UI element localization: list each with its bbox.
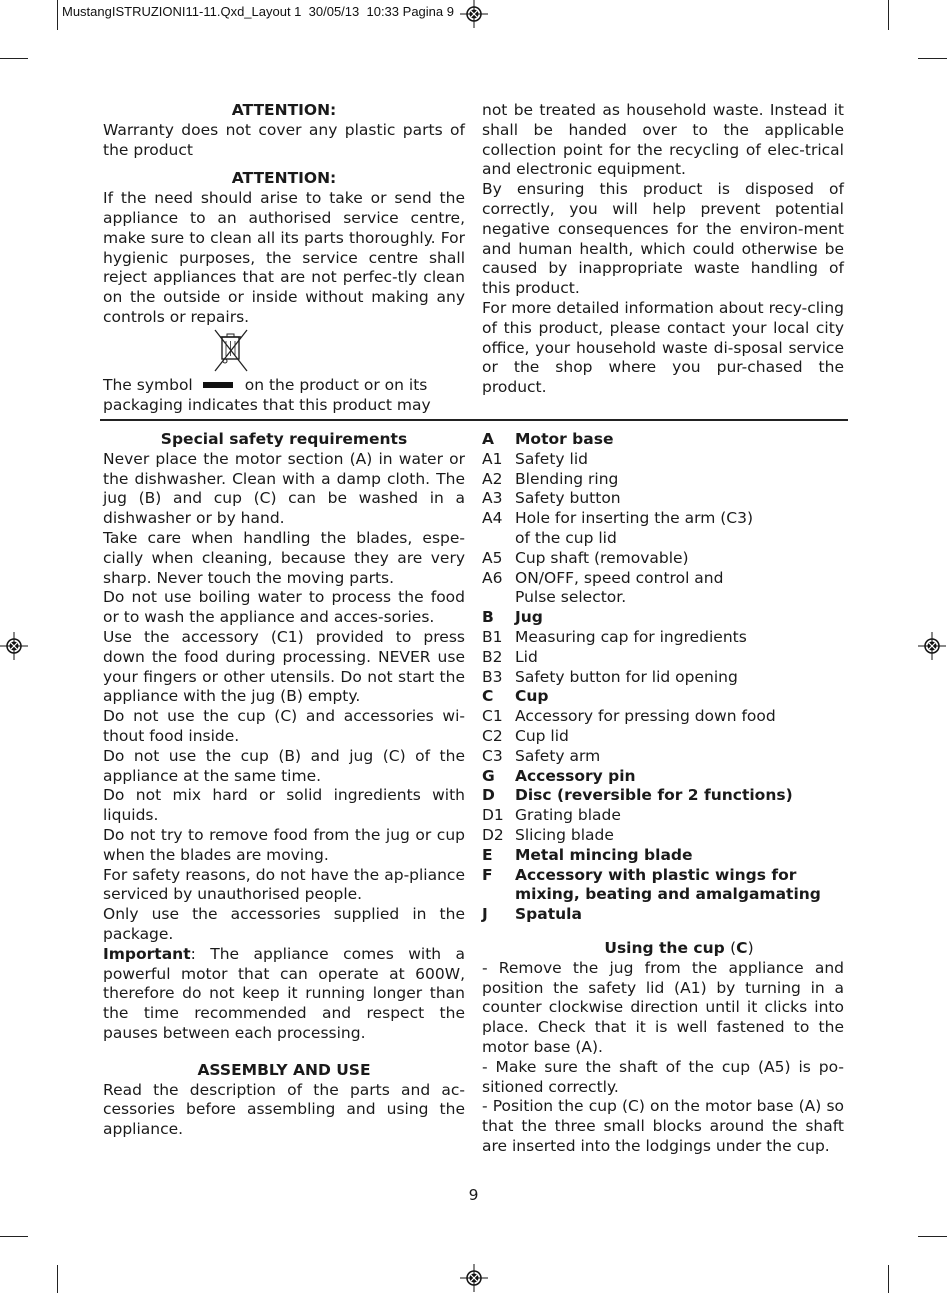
part-key: J bbox=[482, 905, 488, 924]
part-label-line: Measuring cap for ingredients bbox=[515, 627, 747, 646]
part-label bbox=[515, 608, 844, 628]
safety-paragraph: Do not use the cup (B) and jug (C) of the appliance at the same time. bbox=[103, 746, 465, 785]
part-label bbox=[515, 569, 844, 609]
part-label-line: Pulse selector. bbox=[515, 588, 627, 607]
part-label bbox=[515, 905, 844, 925]
part-label bbox=[515, 509, 844, 549]
environment-paragraph: By ensuring this product is disposed of correctly, you will help prevent potential negative consequences for the environ-ment and human health, which could otherwise be caused by inappropriate waste handling of this product. bbox=[482, 180, 844, 298]
part-key: A6 bbox=[482, 568, 503, 587]
cup-heading-close: ) bbox=[747, 938, 754, 957]
part-key: E bbox=[482, 845, 493, 864]
left-bottom-column bbox=[103, 430, 465, 1140]
part-label bbox=[515, 866, 844, 906]
recycling-info-paragraph: For more detailed information about recy-cling of this product, please contact your local city office, your household waste di-sposal service or the shop where you pur-chased the product. bbox=[482, 298, 844, 397]
part-label bbox=[515, 470, 844, 490]
part-label-line: Blending ring bbox=[515, 469, 619, 488]
part-label-line: Safety lid bbox=[515, 449, 588, 468]
part-label-line: Cup shaft (removable) bbox=[515, 548, 689, 567]
crop-mark bbox=[57, 1265, 58, 1293]
weee-bar-icon bbox=[203, 382, 233, 388]
part-label bbox=[515, 747, 844, 767]
part-label-line: Hole for inserting the arm (C3) bbox=[515, 509, 754, 528]
part-key: A5 bbox=[482, 548, 503, 567]
symbol-text-line2: packaging indicates that this product may bbox=[103, 395, 431, 414]
part-label bbox=[515, 846, 844, 866]
disposal-paragraph: not be treated as household waste. Instead it shall be handed over to the applicable collection point for the recycling of elec-trical and electronic equipment. bbox=[482, 101, 844, 179]
part-label-line: Motor base bbox=[515, 430, 614, 448]
part-label bbox=[515, 450, 844, 470]
part-key: A4 bbox=[482, 509, 503, 528]
part-label-line: Jug bbox=[515, 608, 543, 627]
attention-heading: ATTENTION: bbox=[231, 169, 337, 188]
part-key: A3 bbox=[482, 489, 503, 508]
important-label: Important bbox=[103, 944, 191, 963]
crossed-out-wheelie-bin-icon bbox=[213, 329, 249, 373]
part-key: C1 bbox=[482, 707, 503, 726]
part-label-line: Accessory for pressing down food bbox=[515, 707, 776, 726]
cup-step: - Remove the jug from the appliance and position the safety lid (A1) by turning in a counter clockwise direction until it clicks into place. Check that it is well fastened to the motor base (A). bbox=[482, 958, 844, 1056]
safety-paragraph: Never place the motor section (A) in water or the dishwasher. Clean with a damp cloth. The jug (B) and cup (C) can be washed in a dishwasher or by hand. bbox=[103, 449, 465, 528]
part-label-line: Accessory pin bbox=[515, 766, 636, 785]
part-label bbox=[515, 430, 844, 450]
safety-heading: Special safety requirements bbox=[160, 430, 408, 448]
part-label bbox=[515, 687, 844, 707]
part-label-line: of the cup lid bbox=[515, 528, 617, 547]
part-key: B bbox=[482, 608, 494, 627]
part-key: B1 bbox=[482, 627, 503, 646]
part-label-line: mixing, beating and amalgamating bbox=[515, 885, 821, 904]
crop-mark bbox=[888, 1265, 889, 1293]
safety-paragraph: Do not mix hard or solid ingredients with liquids. bbox=[103, 786, 465, 825]
part-label-line: Safety arm bbox=[515, 746, 601, 765]
symbol-text-after: on the product or on its bbox=[244, 375, 428, 394]
registration-mark-icon bbox=[0, 632, 28, 660]
cup-heading-key: C bbox=[736, 938, 748, 957]
part-label bbox=[515, 826, 844, 846]
part-label bbox=[515, 648, 844, 668]
slug-time: 10:33 bbox=[366, 4, 400, 19]
page-number: 9 bbox=[468, 1186, 479, 1204]
part-key: A bbox=[482, 430, 494, 448]
crop-mark bbox=[57, 0, 58, 30]
important-text: : The appliance comes with a powerful motor that can operate at 600W, therefore do not keep it running longer than the time recommended and respect the pauses between each processing. bbox=[103, 944, 465, 1042]
part-label-line: Metal mincing blade bbox=[515, 845, 693, 864]
crop-mark bbox=[888, 0, 889, 30]
safety-paragraph: Use the accessory (C1) provided to press down the food during processing. NEVER use your fingers or other utensils. Do not start the appliance with the jug (B) empty. bbox=[103, 627, 465, 706]
part-label-line: Lid bbox=[515, 647, 538, 666]
part-label-line: Grating blade bbox=[515, 806, 621, 825]
part-label bbox=[515, 628, 844, 648]
part-label-line: Slicing blade bbox=[515, 825, 614, 844]
parts-list bbox=[482, 430, 844, 925]
registration-mark-icon bbox=[460, 1264, 488, 1292]
crop-mark bbox=[918, 58, 947, 59]
warranty-paragraph: Warranty does not cover any plastic parts of the product bbox=[103, 120, 465, 159]
part-label-line: Spatula bbox=[515, 905, 582, 924]
part-key: F bbox=[482, 865, 493, 884]
part-label-line: Cup lid bbox=[515, 726, 569, 745]
part-label bbox=[515, 549, 844, 569]
crop-mark bbox=[0, 1236, 28, 1237]
part-label-line: Accessory with plastic wings for bbox=[515, 865, 797, 884]
part-key: C3 bbox=[482, 746, 503, 765]
part-label-line: Disc (reversible for 2 functions) bbox=[515, 786, 793, 805]
part-key: D bbox=[482, 786, 495, 805]
part-label-line: Safety button bbox=[515, 489, 621, 508]
part-key: G bbox=[482, 766, 495, 785]
part-label bbox=[515, 767, 844, 787]
symbol-text-before: The symbol bbox=[103, 375, 193, 394]
cup-step: - Position the cup (C) on the motor base (A) so that the three small blocks around the shaft are inserted into the lodgings under the cup. bbox=[482, 1097, 844, 1155]
slug-page: Pagina 9 bbox=[402, 4, 454, 19]
cup-heading-text: Using the cup bbox=[604, 938, 725, 957]
safety-paragraph: Do not use the cup (C) and accessories wi-thout food inside. bbox=[103, 707, 465, 745]
part-key: D2 bbox=[482, 825, 504, 844]
safety-paragraph: Take care when handling the blades, espe-cially when cleaning, because they are very sharp. Never touch the moving parts. bbox=[103, 528, 465, 587]
slug-file: MustangISTRUZIONI11-11.Qxd_Layout 1 bbox=[62, 4, 302, 19]
part-label-line: Cup bbox=[515, 687, 549, 706]
print-slug bbox=[62, 4, 454, 19]
part-key: C bbox=[482, 687, 494, 706]
part-label-line: Safety button for lid opening bbox=[515, 667, 738, 686]
part-key: A2 bbox=[482, 469, 503, 488]
important-paragraph bbox=[103, 945, 465, 1044]
slug-date: 30/05/13 bbox=[308, 4, 360, 19]
part-key: B2 bbox=[482, 647, 503, 666]
part-label bbox=[515, 489, 844, 509]
assembly-heading: ASSEMBLY AND USE bbox=[197, 1060, 371, 1079]
safety-paragraph: Only use the accessories supplied in the package. bbox=[103, 905, 465, 943]
cup-step: - Make sure the shaft of the cup (A5) is po-sitioned correctly. bbox=[482, 1057, 844, 1096]
part-key: B3 bbox=[482, 667, 503, 686]
safety-paragraph: For safety reasons, do not have the ap-pliance serviced by unauthorised people. bbox=[103, 865, 465, 904]
service-paragraph: If the need should arise to take or send the appliance to an authorised service centre, make sure to clean all its parts thoroughly. For hygienic purposes, the service centre shall reject appliances that are not perfec-tly clean on the outside or inside without making any controls or repairs. bbox=[103, 189, 465, 326]
section-divider bbox=[100, 419, 848, 421]
weee-symbol-line bbox=[103, 376, 465, 416]
safety-paragraph: Do not use boiling water to process the food or to wash the appliance and acces-sories. bbox=[103, 588, 465, 627]
part-label bbox=[515, 707, 844, 727]
right-bottom-column bbox=[482, 430, 844, 1157]
part-label-line: ON/OFF, speed control and bbox=[515, 568, 724, 587]
right-top-column bbox=[482, 101, 844, 398]
attention-heading: ATTENTION: bbox=[231, 101, 337, 119]
part-label bbox=[515, 727, 844, 747]
part-key: C2 bbox=[482, 726, 503, 745]
part-label bbox=[515, 786, 844, 806]
assembly-paragraph: Read the description of the parts and ac-cessories before assembling and using the appliance. bbox=[103, 1080, 465, 1139]
registration-mark-icon bbox=[460, 0, 488, 28]
part-label bbox=[515, 668, 844, 688]
cup-heading-open: ( bbox=[730, 938, 737, 957]
safety-paragraph: Do not try to remove food from the jug or cup when the blades are moving. bbox=[103, 825, 465, 864]
cup-heading bbox=[482, 939, 844, 959]
part-key: A1 bbox=[482, 449, 503, 468]
left-top-column bbox=[103, 101, 465, 415]
crop-mark bbox=[918, 1236, 947, 1237]
crop-mark bbox=[0, 58, 28, 59]
part-label bbox=[515, 806, 844, 826]
registration-mark-icon bbox=[918, 632, 946, 660]
part-key: D1 bbox=[482, 806, 504, 825]
